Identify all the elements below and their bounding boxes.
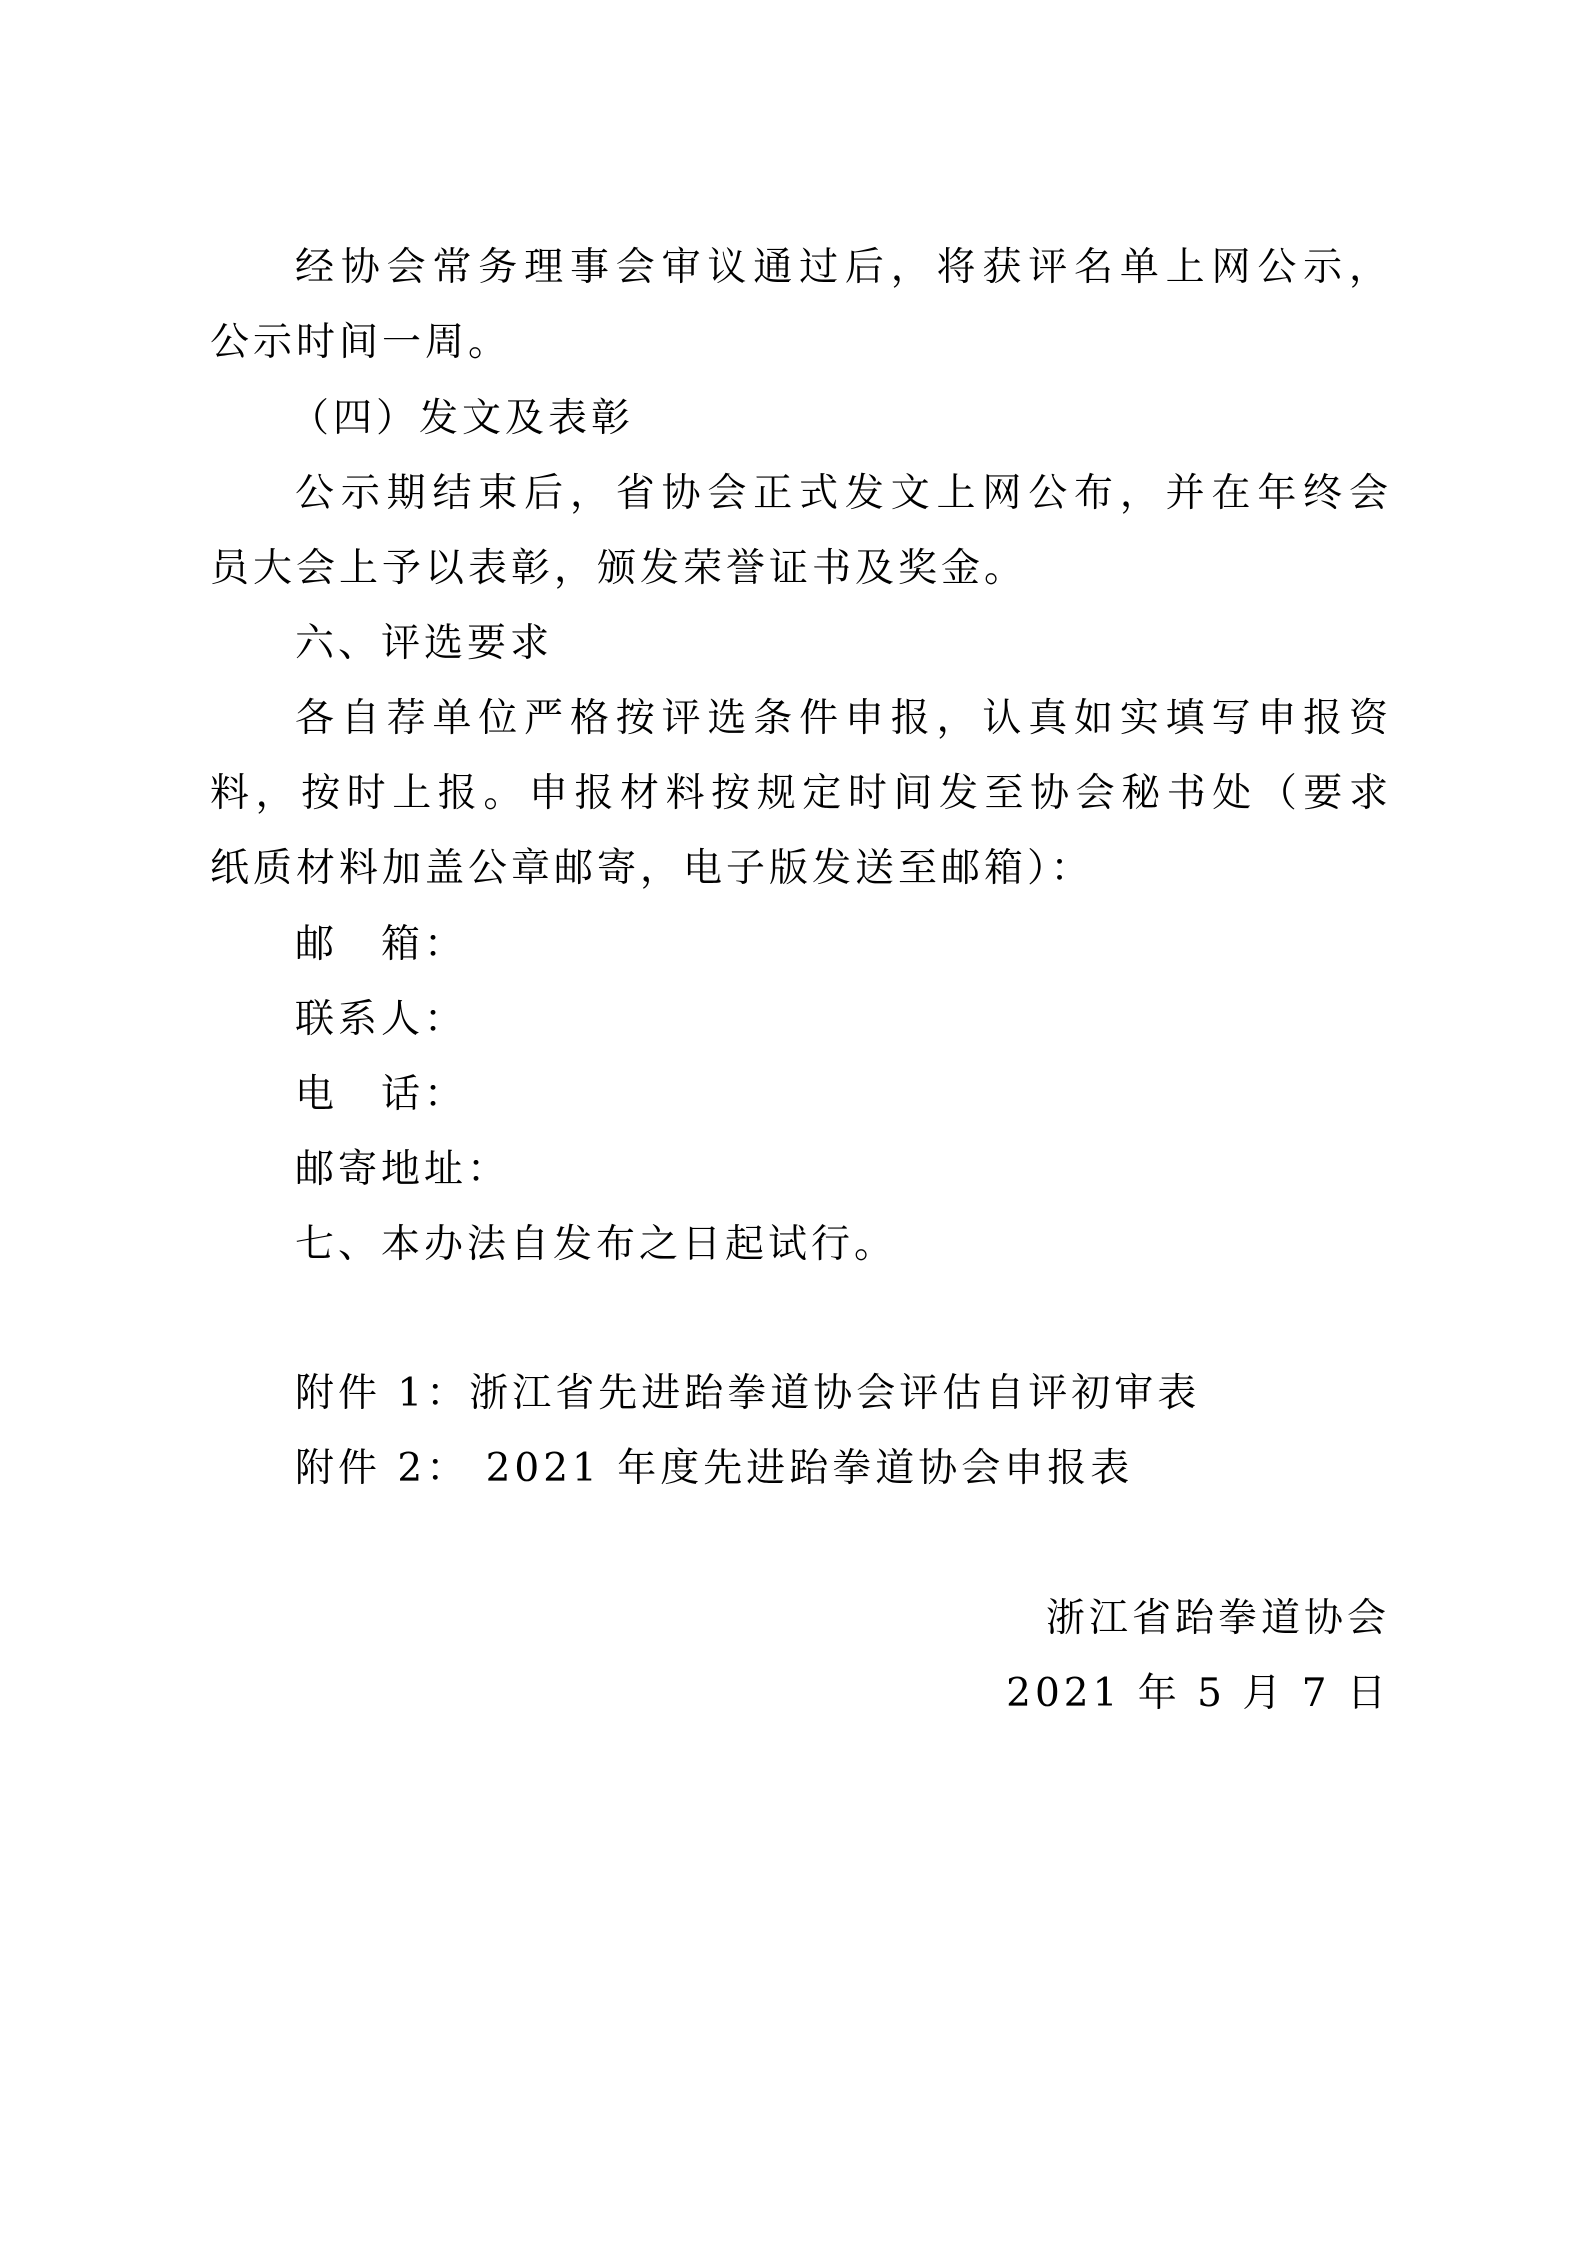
section-heading-requirements: 六、评选要求: [295, 621, 554, 666]
attachment-2: 附件 2： 2021 年度先进跆拳道协会申报表: [295, 1446, 1134, 1491]
paragraph-line-9: 纸质材料加盖公章邮寄，电子版发送至邮箱）：: [210, 846, 1094, 891]
contact-email-label: 邮 箱：: [295, 922, 468, 967]
paragraph-line-8: 料，按时上报。申报材料按规定时间发至协会秘书处（要求: [210, 771, 1388, 816]
signature-organization: 浙江省跆拳道协会: [1045, 1596, 1390, 1641]
paragraph-line-5: 员大会上予以表彰，颁发荣誉证书及奖金。: [210, 546, 1028, 591]
paragraph-line-2: 公示时间一周。: [210, 320, 512, 365]
contact-phone-label: 电 话：: [295, 1072, 468, 1117]
paragraph-line-1: 经协会常务理事会审议通过后，将获评名单上网公示，: [295, 245, 1388, 290]
mailing-address-label: 邮寄地址：: [295, 1147, 511, 1192]
paragraph-line-4: 公示期结束后，省协会正式发文上网公布，并在年终会: [295, 471, 1388, 516]
section-heading-effective: 七、本办法自发布之日起试行。: [295, 1222, 898, 1267]
contact-person-label: 联系人：: [295, 997, 468, 1042]
signature-date: 2021 年 5 月 7 日: [1006, 1671, 1390, 1716]
paragraph-line-7: 各自荐单位严格按评选条件申报，认真如实填写申报资: [295, 696, 1388, 741]
section-heading-publish-and-commend: （四）发文及表彰: [290, 396, 635, 441]
attachment-1: 附件 1：浙江省先进跆拳道协会评估自评初审表: [295, 1371, 1201, 1416]
